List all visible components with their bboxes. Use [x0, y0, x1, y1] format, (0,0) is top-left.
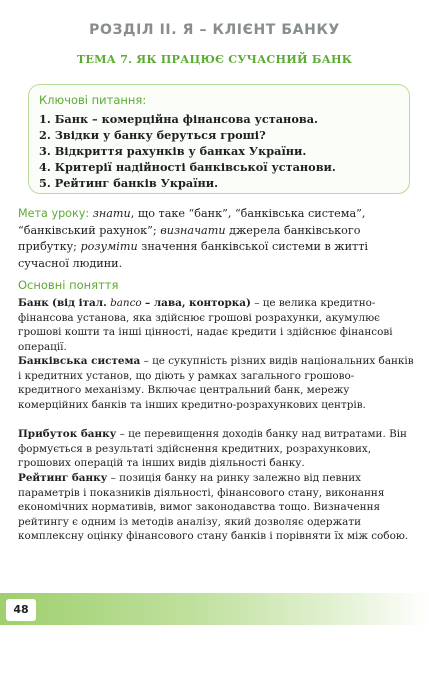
definition-bank [18, 296, 416, 354]
definition-text: – це перевищення доходів банку над витратами. Він формується в результаті здійснення кредитних, розрахункових, грошових операцій та інших видів діяльності банку. [18, 428, 407, 470]
term-origin-rest: – лава, конторка) [145, 297, 251, 309]
goal-verb-determine: визначати [160, 223, 226, 237]
term-bank-profit: Прибуток банку [18, 428, 117, 440]
term-foreign-word: banco [110, 297, 142, 309]
definition-text: – позиція банку на ринку залежно від певних параметрів і показників діяльності, фінансового стану, виконання економічних нормативів, вимог законодавства тощо. Визначення рейтингу є одним із методів аналізу, який дозволяє одержати комплексну оцінку фінансового стану банків і порівняти їх між собою. [18, 472, 409, 543]
term-banking-system: Банківська система [18, 355, 141, 367]
section-title: РОЗДІЛ ІІ. Я – КЛІЄНТ БАНКУ [89, 22, 340, 38]
goal-text: значення банківської системи в житті сучасної людини. [18, 240, 369, 270]
goal-verb-understand: розуміти [80, 240, 138, 253]
footer-band [0, 593, 429, 625]
topic-title: ТЕМА 7. ЯК ПРАЦЮЄ СУЧАСНИЙ БАНК [76, 52, 353, 66]
term-origin: (від італ. [52, 297, 107, 309]
goal-text: , що таке “банк”, “банківська система”, “банківський рахунок”; [18, 207, 366, 237]
lesson-goal [18, 206, 412, 272]
goal-verb-know: знати [92, 207, 131, 220]
key-questions-box [28, 84, 410, 194]
key-question-item: 3. Відкриття рахунків у банках України. [39, 144, 307, 158]
page-number: 48 [6, 599, 36, 621]
key-questions-title: Ключові питання: [39, 93, 147, 107]
definition-banking-system [18, 354, 416, 412]
key-question-item: 5. Рейтинг банків України. [39, 176, 219, 190]
key-questions-list [39, 111, 336, 191]
definition-bank-rating [18, 471, 416, 544]
concepts-title: Основні поняття [18, 278, 119, 292]
term-bank: Банк [18, 297, 49, 309]
key-question-item: 2. Звідки у банку беруться гроші? [39, 128, 266, 142]
key-question-item: 1. Банк – комерційна фінансова установа. [39, 112, 318, 126]
definition-text: – це сукупність різних видів національних банків і кредитних установ, що діють у рамках загального грошово-кредитного механізму. Включає центральний банк, мережу комерційних банків та інших кредитно-розрахункових центрів. [18, 355, 414, 411]
goal-text: джерела банківського прибутку; [18, 223, 361, 253]
definition-bank-profit [18, 427, 416, 471]
lesson-goal-label: Мета уроку: [18, 207, 90, 220]
term-bank-rating: Рейтинг банку [18, 472, 108, 484]
definition-text: – це велика кредитно-фінансова установа, яка здійснює грошові розрахунки, акумулює грошові кошти та інші цінності, надає кредити і здійснює фінансові операції. [18, 297, 393, 353]
key-question-item: 4. Критерії надійності банківської установи. [39, 160, 336, 174]
